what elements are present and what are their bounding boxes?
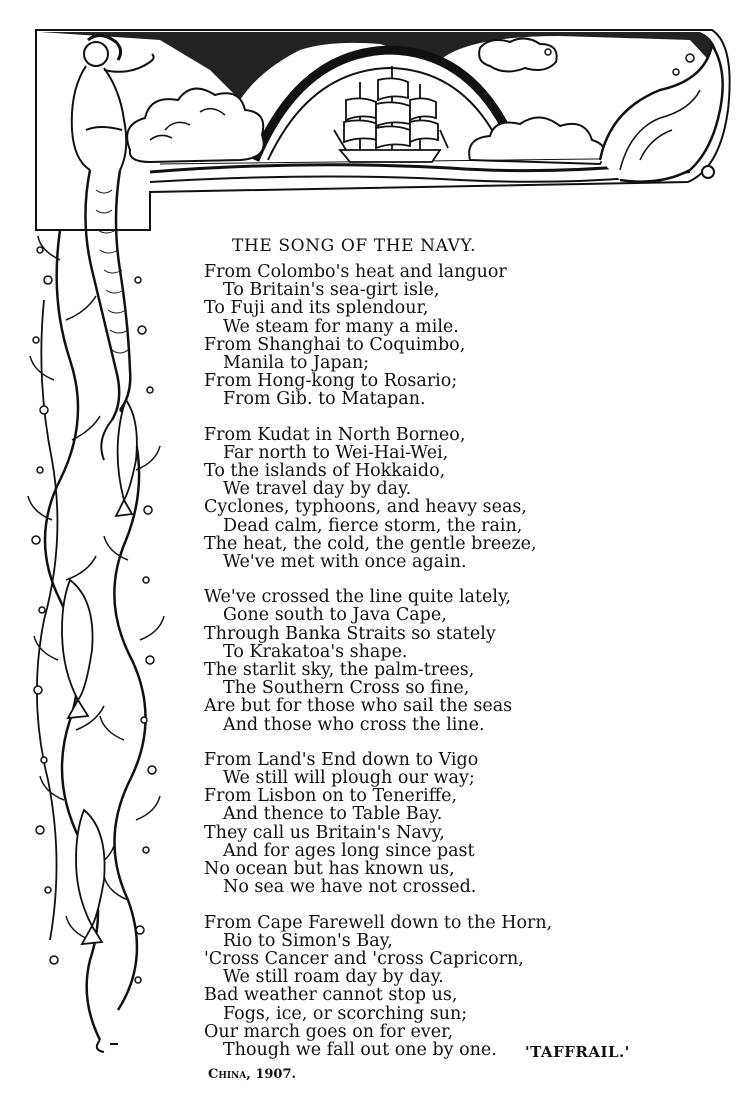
stanza bbox=[204, 751, 724, 897]
poem-line: Are but for those who sail the seas bbox=[204, 696, 513, 717]
poem-line: From Gib. to Matapan. bbox=[223, 389, 426, 410]
poem-line: Far north to Wei-Hai-Wei, bbox=[223, 442, 449, 463]
poem-line: Through Banka Straits so stately bbox=[204, 623, 496, 644]
poem-line: The heat, the cold, the gentle breeze, bbox=[204, 533, 537, 554]
stanza bbox=[204, 426, 724, 572]
poem-line: From Land's End down to Vigo bbox=[204, 749, 479, 770]
poem-line: To Krakatoa's shape. bbox=[223, 641, 408, 662]
poem-line: To the islands of Hokkaido, bbox=[204, 461, 446, 482]
poem-line: The starlit sky, the palm-trees, bbox=[204, 660, 475, 681]
poem-line: Rio to Simon's Bay, bbox=[223, 930, 393, 951]
poem-line: We still will plough our way; bbox=[223, 768, 475, 789]
poem-line: From Kudat in North Borneo, bbox=[204, 424, 466, 445]
poem-line: Our march goes on for ever, bbox=[204, 1021, 454, 1042]
poem-line: No ocean but has known us, bbox=[204, 859, 455, 880]
poem-line: And for ages long since past bbox=[223, 840, 475, 861]
poem-title: THE SONG OF THE NAVY. bbox=[232, 236, 477, 256]
poem-line: We've crossed the line quite lately, bbox=[204, 587, 512, 608]
poem-line: From Hong-kong to Rosario; bbox=[204, 371, 458, 392]
stanza bbox=[204, 914, 724, 1060]
top-band bbox=[36, 30, 730, 230]
poem-line: We still roam day by day. bbox=[223, 967, 444, 988]
poem-line: Dead calm, fierce storm, the rain, bbox=[223, 515, 523, 536]
poem-line: 'Cross Cancer and 'cross Capricorn, bbox=[204, 948, 524, 969]
stanza bbox=[204, 588, 724, 734]
poem-body bbox=[204, 263, 724, 1076]
place-and-date: China, 1907. bbox=[208, 1067, 297, 1082]
poem-line: From Lisbon on to Teneriffe, bbox=[204, 786, 458, 807]
poem-line: They call us Britain's Navy, bbox=[204, 822, 445, 843]
poem-line: Bad weather cannot stop us, bbox=[204, 985, 458, 1006]
poem-line: From Shanghai to Coquimbo, bbox=[204, 334, 466, 355]
stanza bbox=[204, 263, 724, 409]
poem-line: And thence to Table Bay. bbox=[223, 804, 443, 825]
poem-line: We've met with once again. bbox=[223, 552, 467, 573]
poem-line: Fogs, ice, or scorching sun; bbox=[223, 1003, 468, 1024]
poem-line: No sea we have not crossed. bbox=[223, 877, 477, 898]
poem-line: We steam for many a mile. bbox=[223, 316, 459, 337]
poem-line: Gone south to Java Cape, bbox=[223, 605, 447, 626]
poem-line: The Southern Cross so fine, bbox=[223, 678, 470, 699]
poem-line: To Britain's sea-girt isle, bbox=[223, 280, 440, 301]
author-signature: 'TAFFRAIL.' bbox=[525, 1043, 630, 1061]
poem-line: Cyclones, typhoons, and heavy seas, bbox=[204, 497, 527, 518]
poem-line: From Cape Farewell down to the Horn, bbox=[204, 912, 553, 933]
poem-line: We travel day by day. bbox=[223, 479, 412, 500]
poem-line: From Colombo's heat and languor bbox=[204, 262, 507, 282]
fish-illustration bbox=[62, 400, 137, 944]
poem-line: To Fuji and its splendour, bbox=[204, 298, 429, 319]
poem-line: Though we fall out one by one. bbox=[223, 1039, 497, 1060]
poem-line: And those who cross the line. bbox=[223, 714, 485, 735]
poem-line: Manila to Japan; bbox=[223, 353, 370, 374]
